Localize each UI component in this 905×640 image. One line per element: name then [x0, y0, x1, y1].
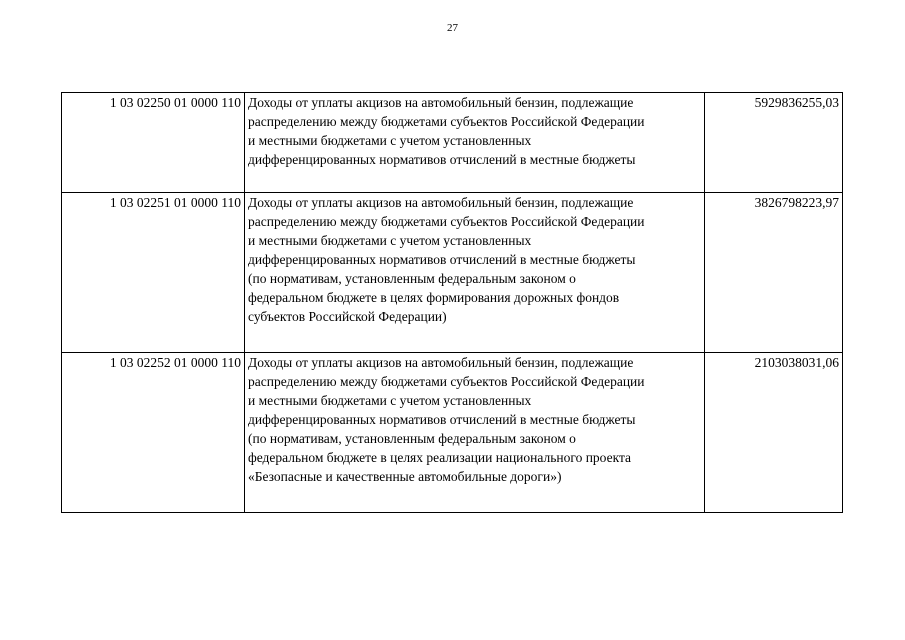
table-row [62, 353, 843, 513]
revenue-description [245, 193, 705, 353]
description-line: Доходы от уплаты акцизов на автомобильный бензин, подлежащие [248, 95, 634, 110]
description-line: распределению между бюджетами субъектов Российской Федерации [248, 374, 645, 389]
description-line: Доходы от уплаты акцизов на автомобильный бензин, подлежащие [248, 195, 634, 210]
page-number: 27 [447, 22, 458, 34]
revenue-description [245, 93, 705, 193]
description-line: «Безопасные и качественные автомобильные дороги») [248, 469, 562, 484]
amount: 3826798223,97 [705, 193, 843, 353]
amount: 5929836255,03 [705, 93, 843, 193]
description-line: дифференцированных нормативов отчислений в местные бюджеты [248, 252, 636, 267]
description-line: (по нормативам, установленным федеральным законом о [248, 431, 576, 446]
budget-code: 1 03 02250 01 0000 110 [62, 93, 245, 193]
description-line: федеральном бюджете в целях реализации национального проекта [248, 450, 632, 465]
description-line: федеральном бюджете в целях формирования дорожных фондов [248, 290, 620, 305]
amount: 2103038031,06 [705, 353, 843, 513]
budget-code: 1 03 02252 01 0000 110 [62, 353, 245, 513]
description-line: и местными бюджетами с учетом установленных [248, 393, 532, 408]
description-line: субъектов Российской Федерации) [248, 309, 447, 324]
revenue-description [245, 353, 705, 513]
table-row [62, 193, 843, 353]
description-line: дифференцированных нормативов отчислений в местные бюджеты [248, 152, 636, 167]
description-line: (по нормативам, установленным федеральным законом о [248, 271, 576, 286]
table-row [62, 93, 843, 193]
revenue-table [61, 92, 843, 513]
description-line: дифференцированных нормативов отчислений в местные бюджеты [248, 412, 636, 427]
description-line: и местными бюджетами с учетом установленных [248, 133, 532, 148]
budget-code: 1 03 02251 01 0000 110 [62, 193, 245, 353]
description-line: Доходы от уплаты акцизов на автомобильный бензин, подлежащие [248, 355, 634, 370]
description-line: распределению между бюджетами субъектов Российской Федерации [248, 114, 645, 129]
description-line: и местными бюджетами с учетом установленных [248, 233, 532, 248]
description-line: распределению между бюджетами субъектов Российской Федерации [248, 214, 645, 229]
